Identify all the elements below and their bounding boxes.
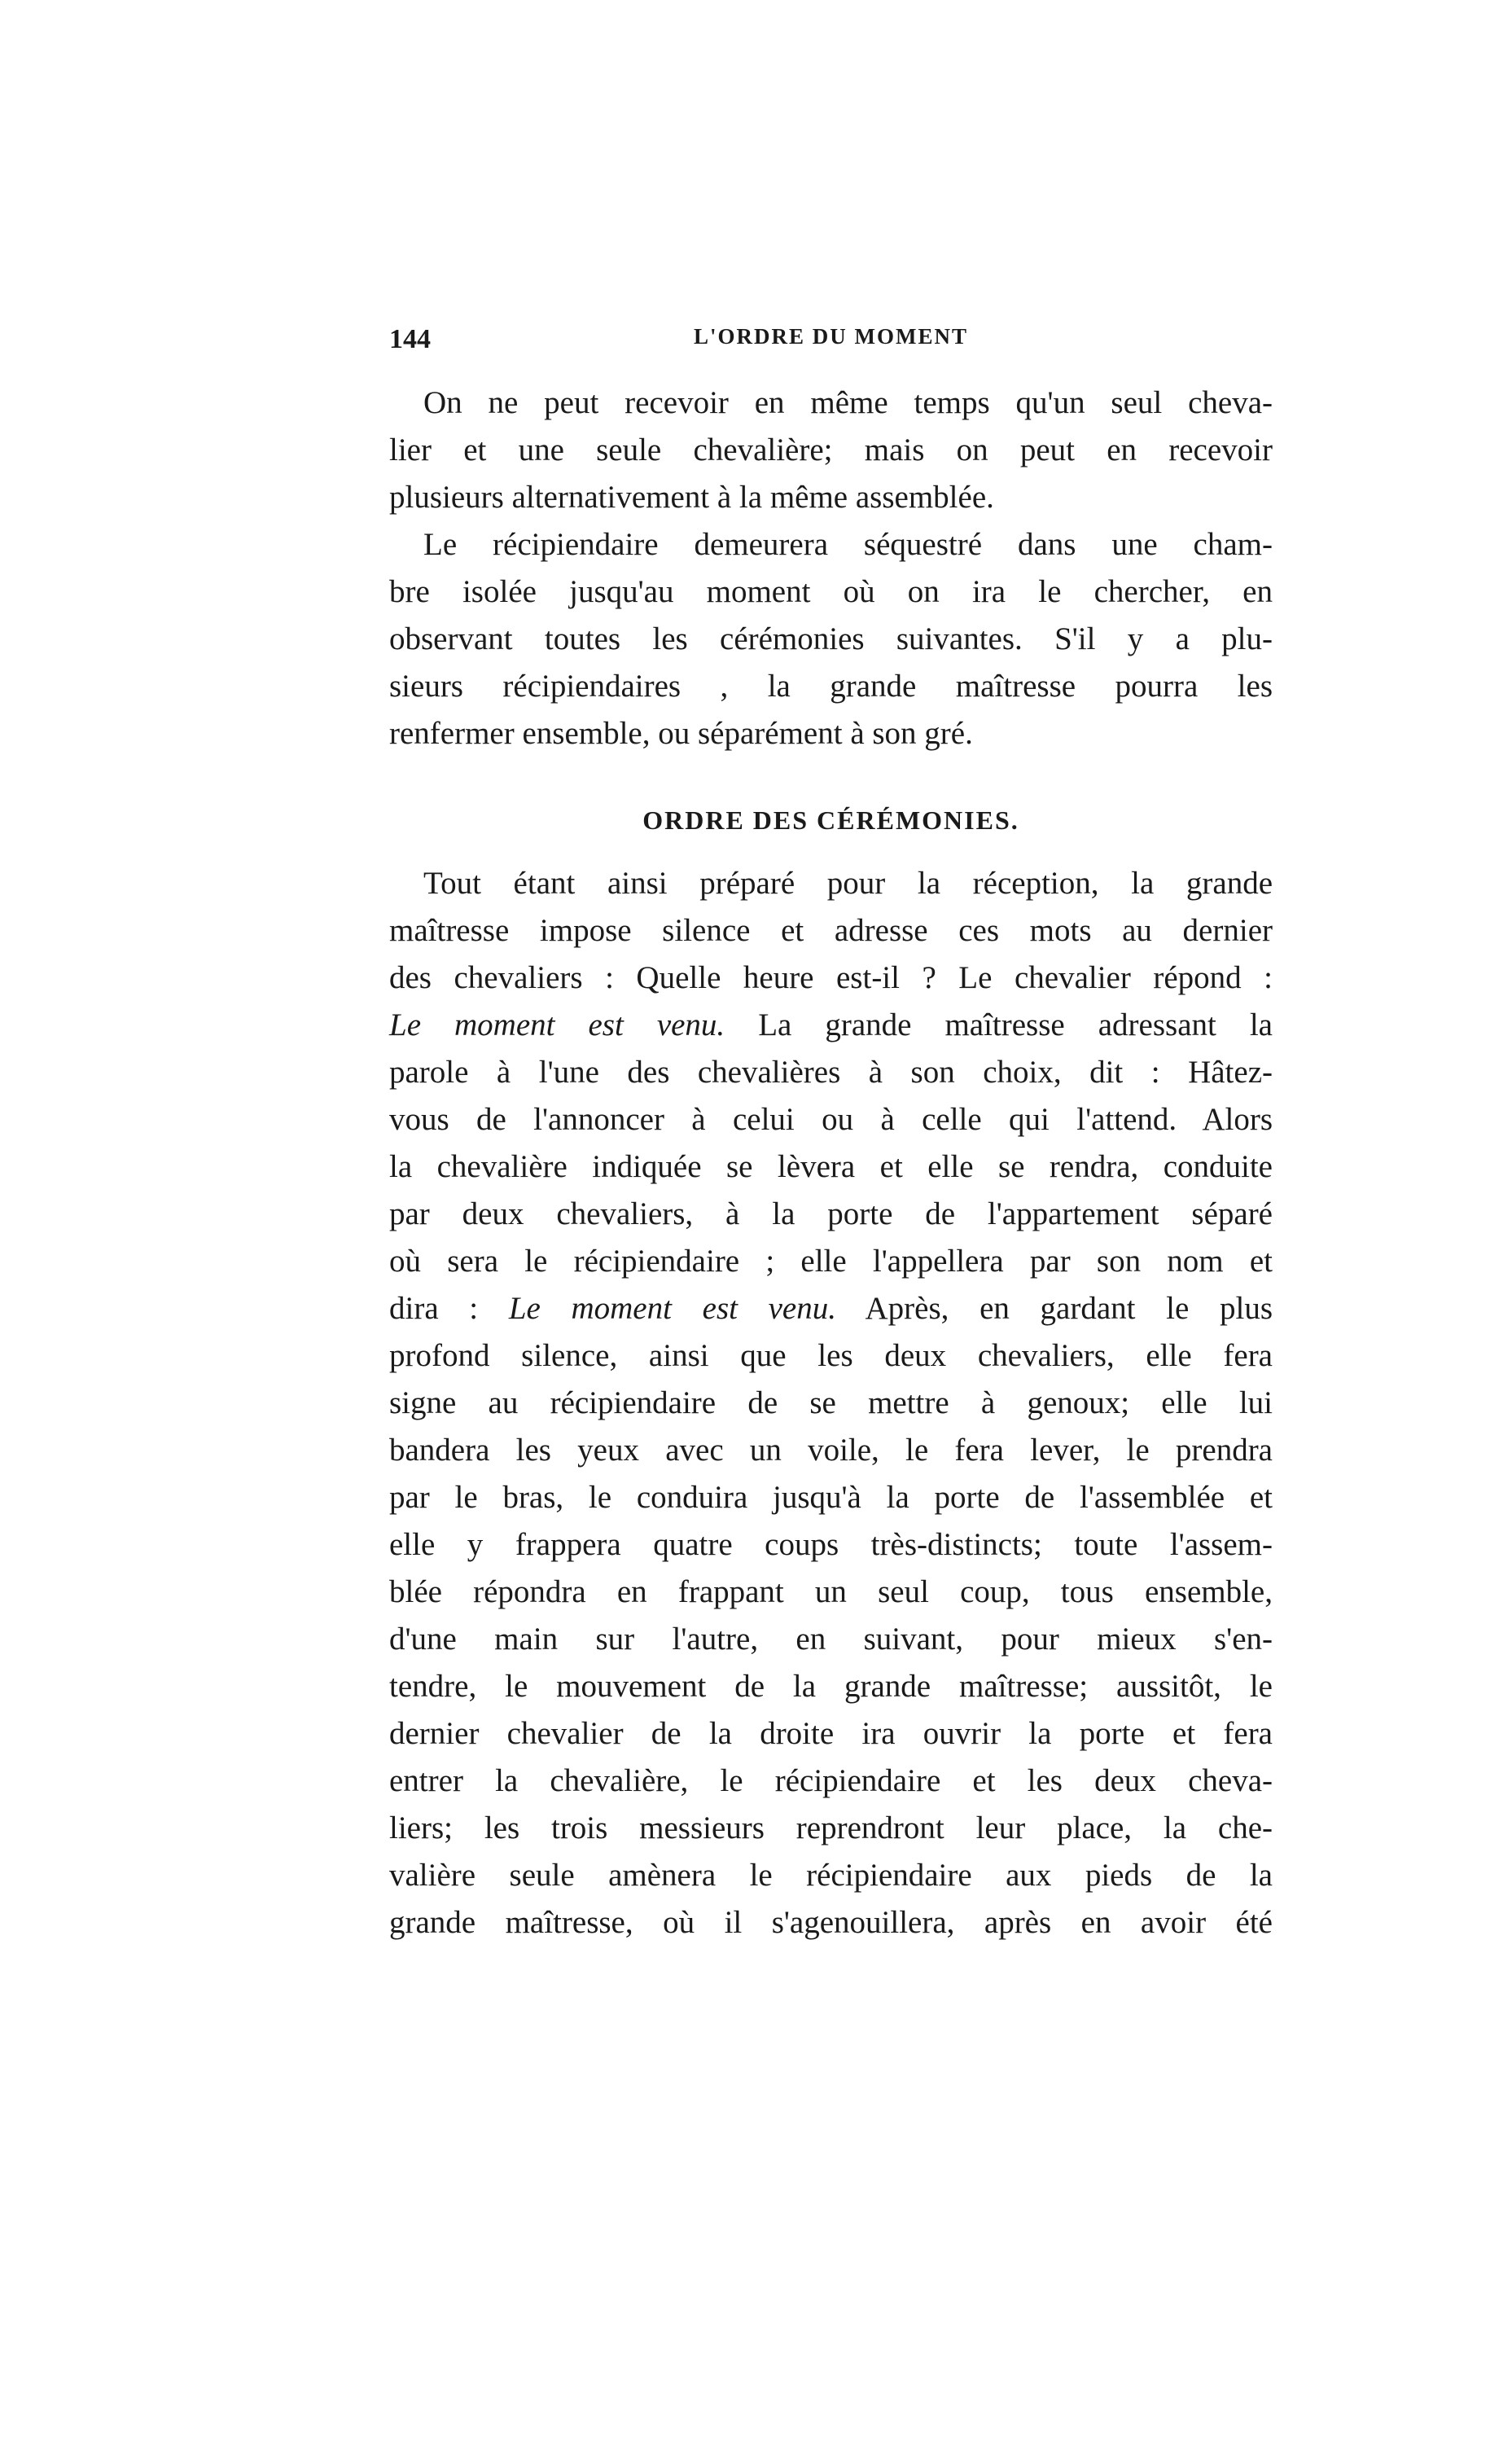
text-segment: des chevaliers : Quelle heure est-il ? Le chevalier répond : (389, 960, 1273, 995)
text-segment: où sera le récipiendaire ; elle l'appellera par son nom et (389, 1244, 1273, 1279)
text-line (389, 1427, 1273, 1474)
text-segment: dira : (389, 1291, 509, 1326)
text-segment: grande maîtresse, où il s'agenouillera, après en avoir été (389, 1905, 1273, 1940)
text-line (389, 1380, 1273, 1427)
text-line (389, 1663, 1273, 1710)
text-segment: la chevalière indiquée se lèvera et elle se rendra, conduite (389, 1149, 1273, 1184)
text-segment: Après, en gardant le plus (836, 1291, 1273, 1326)
text-line (389, 616, 1273, 663)
text-segment: lier et une seule chevalière; mais on peut en recevoir (389, 432, 1273, 467)
text-segment: liers; les trois messieurs reprendront leur place, la che- (389, 1810, 1273, 1845)
text-line (389, 521, 1273, 568)
text-line (389, 1569, 1273, 1616)
text-segment: La grande maîtresse adressant la (725, 1007, 1273, 1042)
text-segment: sieurs récipiendaires , la grande maîtresse pourra les (389, 669, 1273, 704)
text-line (389, 663, 1273, 710)
text-segment: observant toutes les cérémonies suivantes. S'il y a plu- (389, 621, 1273, 656)
text-line (389, 474, 1273, 521)
text-segment: par le bras, le conduira jusqu'à la porte de l'assemblée et (389, 1480, 1273, 1515)
text-line (389, 1238, 1273, 1285)
text-line (389, 380, 1273, 427)
text-line (389, 955, 1273, 1002)
text-line (389, 1899, 1273, 1946)
text-segment: blée répondra en frappant un seul coup, tous ensemble, (389, 1574, 1273, 1609)
text-line (389, 1049, 1273, 1096)
text-line (389, 1474, 1273, 1521)
text-segment: vous de l'annoncer à celui ou à celle qui l'attend. Alors (389, 1102, 1273, 1137)
text-line (389, 710, 1273, 757)
text-line (389, 907, 1273, 955)
running-title: L'ORDRE DU MOMENT (694, 324, 968, 349)
text-line (389, 1758, 1273, 1805)
text-line (389, 1521, 1273, 1569)
text-segment: parole à l'une des chevalières à son choix, dit : Hâtez- (389, 1055, 1273, 1090)
text-line (389, 1332, 1273, 1380)
page-number: 144 (389, 324, 431, 354)
text-line (389, 1143, 1273, 1191)
text-segment: profond silence, ainsi que les deux chevaliers, elle fera (389, 1338, 1273, 1373)
text-line (389, 1002, 1273, 1049)
text-segment: d'une main sur l'autre, en suivant, pour mieux s'en- (389, 1622, 1273, 1657)
text-segment: bre isolée jusqu'au moment où on ira le chercher, en (389, 574, 1273, 609)
text-line (389, 1096, 1273, 1143)
text-segment: dernier chevalier de la droite ira ouvrir la porte et fera (389, 1716, 1273, 1751)
text-line (389, 1285, 1273, 1332)
text-line (389, 1710, 1273, 1758)
section-heading: ORDRE DES CÉRÉMONIES. (642, 805, 1019, 835)
italic-text: Le moment est venu. (389, 1007, 725, 1042)
text-line (389, 860, 1273, 907)
text-segment: On ne peut recevoir en même temps qu'un seul cheva- (423, 385, 1273, 420)
text-segment: Le récipiendaire demeurera séquestré dans une cham- (423, 527, 1273, 562)
text-line (389, 568, 1273, 616)
text-line (389, 1852, 1273, 1899)
text-segment: elle y frappera quatre coups très-distincts; toute l'assem- (389, 1527, 1273, 1562)
text-segment: plusieurs alternativement à la même assemblée. (389, 480, 994, 515)
text-segment: entrer la chevalière, le récipiendaire et les deux cheva- (389, 1763, 1273, 1798)
italic-text: Le moment est venu. (508, 1291, 836, 1326)
text-segment: valière seule amènera le récipiendaire aux pieds de la (389, 1858, 1273, 1893)
text-line (389, 1191, 1273, 1238)
text-line (389, 427, 1273, 474)
text-segment: tendre, le mouvement de la grande maîtresse; aussitôt, le (389, 1669, 1273, 1704)
text-segment: maîtresse impose silence et adresse ces mots au dernier (389, 913, 1273, 948)
text-segment: renfermer ensemble, ou séparément à son gré. (389, 716, 973, 751)
text-line (389, 1805, 1273, 1852)
text-line (389, 1616, 1273, 1663)
text-segment: par deux chevaliers, à la porte de l'appartement séparé (389, 1196, 1273, 1231)
text-segment: signe au récipiendaire de se mettre à genoux; elle lui (389, 1385, 1273, 1420)
text-segment: Tout étant ainsi préparé pour la réception, la grande (423, 866, 1273, 901)
text-segment: bandera les yeux avec un voile, le fera lever, le prendra (389, 1433, 1273, 1468)
